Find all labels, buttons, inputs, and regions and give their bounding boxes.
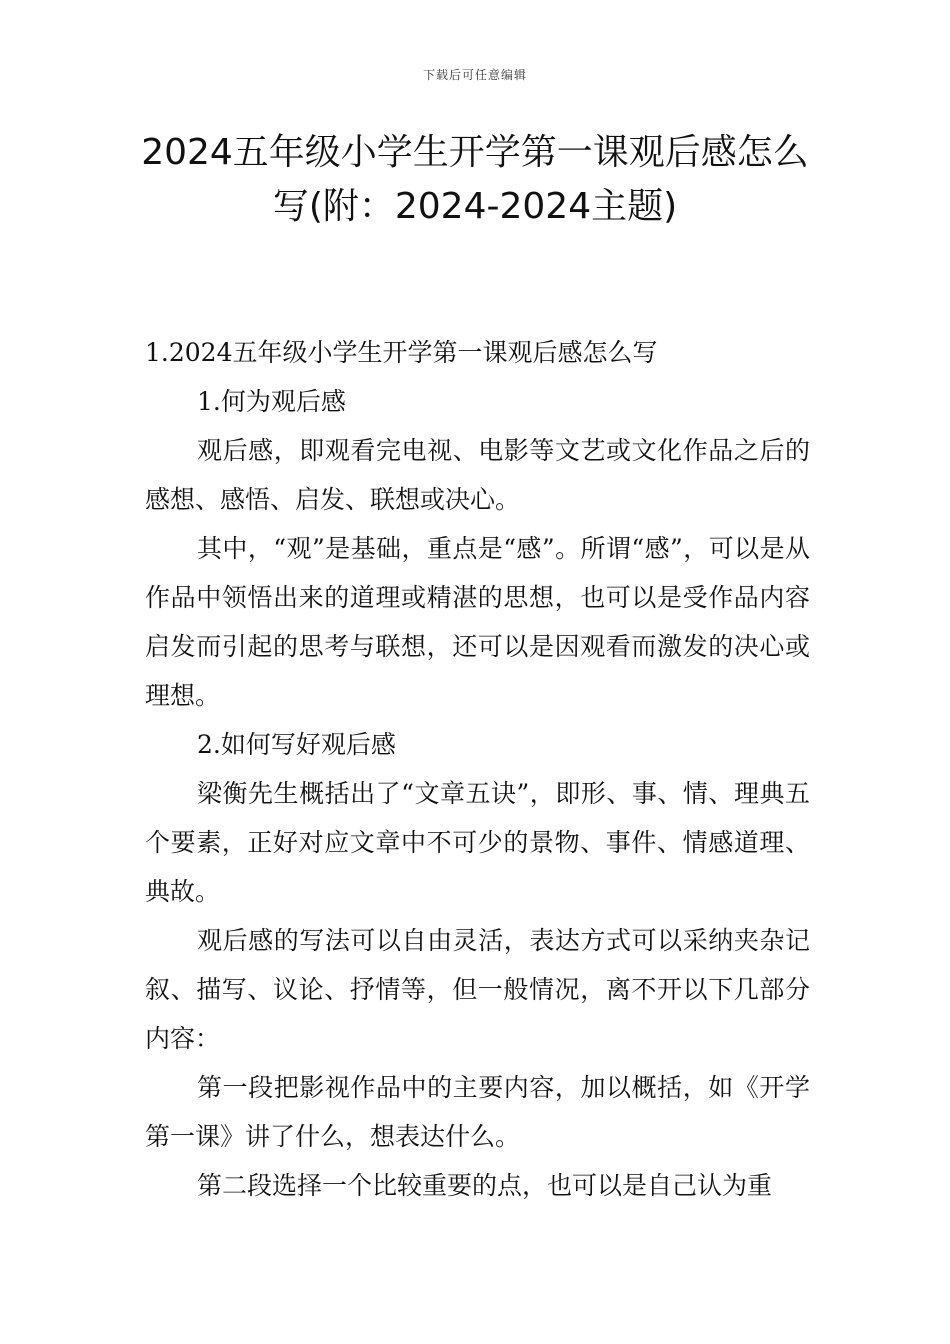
title-line-2: 写(附：2024-2024主题) — [272, 186, 678, 227]
document-body — [145, 328, 810, 1210]
section-heading: 1.2024五年级小学生开学第一课观后感怎么写 — [145, 338, 658, 367]
header-note: 下载后可任意编辑 — [422, 68, 527, 82]
subheading: 2.如何写好观后感 — [197, 730, 396, 759]
paragraph: 其中，“观”是基础，重点是“感”。所谓“感”，可以是从作品中领悟出来的道理或精湛的思想，也可以是受作品内容启发而引起的思考与联想，还可以是因观看而激发的决心或理想。 — [145, 534, 810, 710]
paragraph: 第二段选择一个比较重要的点，也可以是自己认为重 — [197, 1171, 773, 1200]
subheading: 1.何为观后感 — [197, 387, 346, 416]
paragraph: 观后感的写法可以自由灵活，表达方式可以采纳夹杂记叙、描写、议论、抒情等，但一般情况，离不开以下几部分内容： — [145, 926, 810, 1053]
paragraph: 梁衡先生概括出了“文章五诀”，即形、事、情、理典五个要素，正好对应文章中不可少的景物、事件、情感道理、典故。 — [145, 779, 810, 906]
title-line-1: 2024五年级小学生开学第一课观后感怎么 — [141, 132, 809, 173]
paragraph: 第一段把影视作品中的主要内容，加以概括，如《开学第一课》讲了什么，想表达什么。 — [145, 1073, 810, 1151]
document-title — [120, 126, 830, 234]
paragraph: 观后感，即观看完电视、电影等文艺或文化作品之后的感想、感悟、启发、联想或决心。 — [145, 436, 810, 514]
